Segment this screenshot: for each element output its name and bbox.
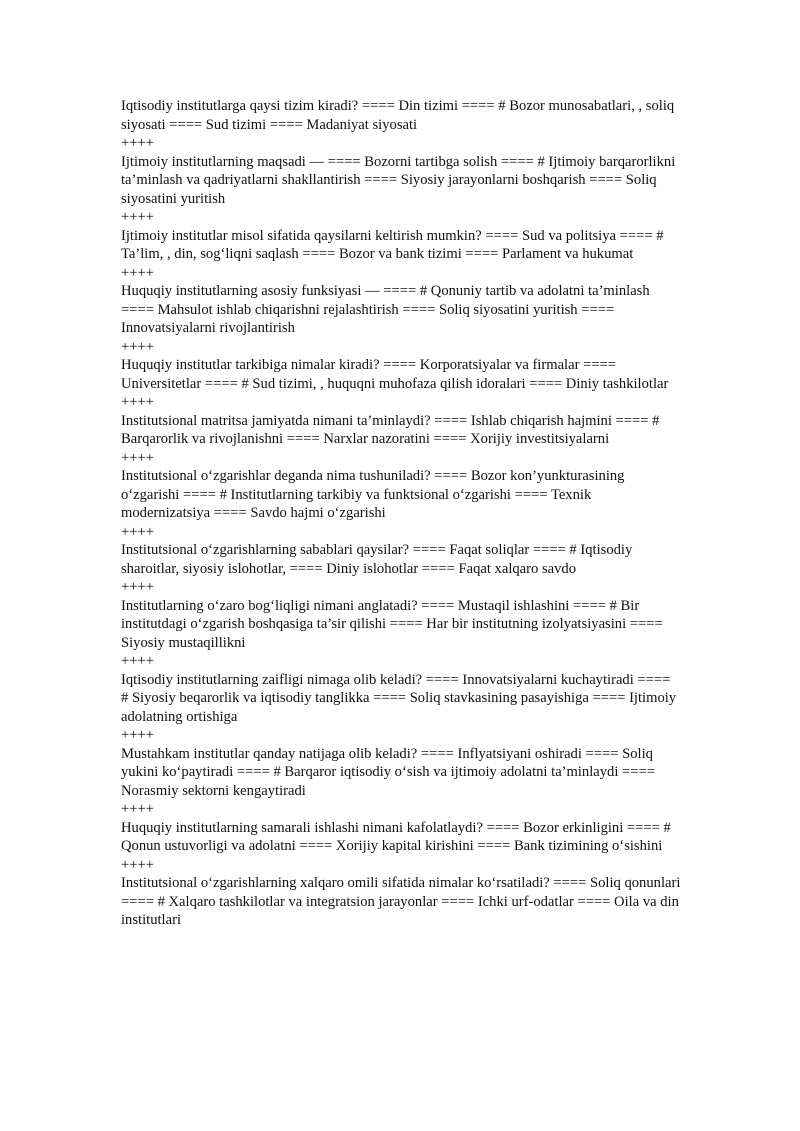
question-item: Institutlarning o‘zaro bog‘liqligi nimani anglatadi? ==== Mustaqil ishlashini ==== # Bir institutdagi o‘zgarish boshqasiga ta’sir qilishi ==== Har bir institutning izolyatsiyasini ==== Siyosiy mustaqillikni [121, 597, 663, 651]
question-item: Ijtimoiy institutlarning maqsadi — ==== Bozorni tartibga solish ==== # Ijtimoiy barqarorlikni ta’minlash va qadriyatlarni shakllantirish ==== Siyosiy jarayonlarni boshqarish ==== Soliq siyosatini yuritish [121, 153, 676, 207]
document-body [121, 97, 681, 930]
separator-line: ++++ [121, 801, 154, 817]
question-item: Institutsional o‘zgarishlarning xalqaro omili sifatida nimalar ko‘rsatiladi? ==== Soliq qonunlari ==== # Xalqaro tashkilotlar va integratsion jarayonlar ==== Ichki urf-odatlar ==== Oila va din institutlari [121, 875, 681, 928]
separator-line: ++++ [121, 264, 154, 281]
question-item: Iqtisodiy institutlarning zaifligi nimaga olib keladi? ==== Innovatsiyalarni kuchaytiradi ==== # Siyosiy beqarorlik va iqtisodiy tanglikka ==== Soliq stavkasining pasayishiga ==== Ijtimoiy adolatning ortishiga [121, 671, 677, 725]
separator-line: ++++ [121, 727, 154, 743]
separator-line: ++++ [121, 449, 154, 466]
question-item: Ijtimoiy institutlar misol sifatida qaysilarni keltirish mumkin? ==== Sud va politsiya ==== # Ta’lim, , din, sog‘liqni saqlash ==== Bozor va bank tizimi ==== Parlament va hukumat [121, 227, 664, 262]
question-item: Institutsional o‘zgarishlar deganda nima tushuniladi? ==== Bozor kon’yunkturasining o‘zgarishi ==== # Institutlarning tarkibiy va funktsional o‘zgarishi ==== Texnik modernizatsiya ==== Savdo hajmi o‘zgarishi [121, 468, 625, 521]
question-item: Huquqiy institutlarning asosiy funksiyasi — ==== # Qonuniy tartib va adolatni ta’minlash ==== Mahsulot ishlab chiqarishni rejalashtirish ==== Soliq siyosatini yuritish ==== Innovatsiyalarni rivojlantirish [121, 283, 650, 336]
separator-line: ++++ [121, 856, 154, 873]
question-item: Huquqiy institutlar tarkibiga nimalar kiradi? ==== Korporatsiyalar va firmalar ==== Universitetlar ==== # Sud tizimi, , huquqni muhofaza qilish idoralari ==== Diniy tashkilotlar [121, 357, 669, 392]
separator-line: ++++ [121, 523, 154, 540]
question-item: Institutsional o‘zgarishlarning sabablari qaysilar? ==== Faqat soliqlar ==== # Iqtisodiy sharoitlar, siyosiy islohotlar, ==== Diniy islohotlar ==== Faqat xalqaro savdo [121, 542, 633, 577]
question-item: Huquqiy institutlarning samarali ishlashi nimani kafolatlaydi? ==== Bozor erkinligini ==== # Qonun ustuvorligi va adolatni ==== Xorijiy kapital kirishini ==== Bank tizimining o‘sishini [121, 819, 671, 854]
separator-line: ++++ [121, 209, 154, 225]
separator-line: ++++ [121, 338, 154, 355]
separator-line: ++++ [121, 653, 154, 669]
question-item: Mustahkam institutlar qanday natijaga olib keladi? ==== Inflyatsiyani oshiradi ==== Soliq yukini ko‘paytiradi ==== # Barqaror iqtisodiy o‘sish va ijtimoiy adolatni ta’minlaydi ==== Norasmiy sektorni kengaytiradi [121, 745, 655, 799]
separator-line: ++++ [121, 394, 154, 410]
question-item: Institutsional matritsa jamiyatda nimani ta’minlaydi? ==== Ishlab chiqarish hajmini ==== # Barqarorlik va rivojlanishni ==== Narxlar nazoratini ==== Xorijiy investitsiyalarni [121, 412, 660, 447]
separator-line: ++++ [121, 135, 154, 151]
separator-line: ++++ [121, 579, 154, 595]
question-item: Iqtisodiy institutlarga qaysi tizim kiradi? ==== Din tizimi ==== # Bozor munosabatlari, , soliq siyosati ==== Sud tizimi ==== Madaniyat siyosati [121, 98, 675, 133]
